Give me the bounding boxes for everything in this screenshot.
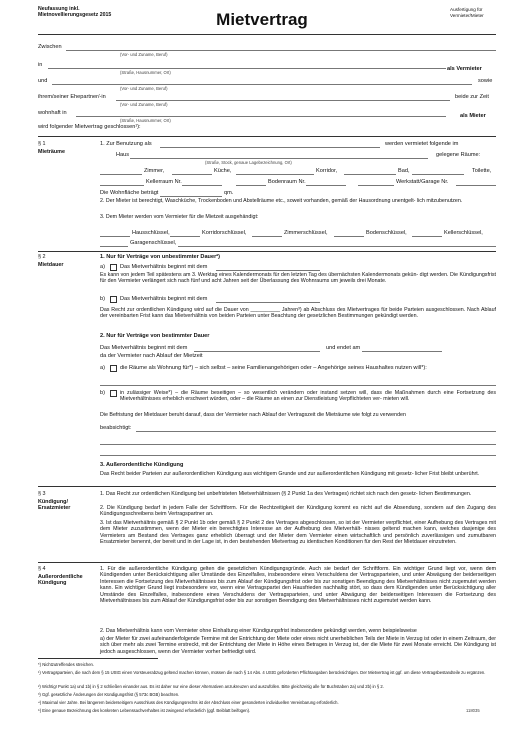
s4-number: § 4 [38,566,46,572]
tenant-address-hint: (Straße, Hausnummer, Ort) [120,118,171,123]
room-count-field-4[interactable] [344,174,396,175]
key-count-field-5[interactable] [412,236,442,237]
header-rule [38,34,496,35]
room-count-field-3[interactable] [236,174,314,175]
option-a-checkbox[interactable] [110,264,117,271]
fixed-option-b-checkbox[interactable] [110,390,117,397]
s3-number: § 3 [38,491,46,497]
landlord-name-hint: (Vor- und Zuname, Beruf) [120,52,168,57]
footnote-5: ⁵) Eine genaue Bezeichnung des konkreten Lebenssachverhaltes ist zwingend erforderlich (ggf. Beiblatt beifügen). [38,708,251,713]
revision-note-line1: Neufassung inkl. [38,6,80,12]
rule-s2 [38,251,496,252]
zwischen-label: Zwischen [38,44,62,50]
fixed-option-a-checkbox[interactable] [110,365,117,372]
key-count-field-1[interactable] [100,236,130,237]
partner-name-hint: (Vor- und Zuname, Beruf) [120,102,168,107]
s3-paragraph-1: 1. Das Recht zur ordentlichen Kündigung bei unbefristeten Mietverhältnissen (§ 2 Punkt 1a des Vertrages) richtet sich nach den gesetz- lichen Bestimmungen. [100,491,472,497]
option-a-label: a) [100,264,105,270]
house-hint: (Straße, Stock, genaue Lagebezeichnung, Ort) [205,160,292,165]
s1-usage-label: 1. Zur Benutzung als [100,141,152,147]
copy-note-line1: Ausfertigung für [450,7,483,12]
s4-title-line1: Außerordentliche [38,574,83,580]
cellar-number-field[interactable] [182,185,222,186]
s1-paragraph-3: 3. Dem Mieter werden vom Vermieter für die Mietzeit ausgehändigt: [100,214,259,220]
landlord-name-field[interactable] [66,50,496,51]
located-rooms-label: gelegene Räume: [436,152,481,158]
footnote-3: ³) Ggf. gesetzliche Änderungen der Kündigungsfrist (§ 573c BGB) beachten. [38,692,180,697]
garage-key-label: Garagenschlüssel, [130,240,177,246]
page-title: Mietvertrag [216,10,308,29]
room-label-5: Toilette, [472,168,492,174]
landlord-address-hint: (Straße, Hausnummer, Ort) [120,70,171,75]
living-area-field[interactable] [160,196,222,197]
fixed-option-a-field[interactable] [100,385,496,386]
key-count-field-3[interactable] [252,236,282,237]
form-number: 118035 [466,708,480,713]
s4-paragraph-2: 2. Das Mietverhältnis kann vom Vermieter ohne Einhaltung einer Kündigungsfrist insbesondere gekündigt werden, wenn beispielsweise [100,628,417,634]
copy-note [450,7,484,18]
intended-use-field-1[interactable] [136,431,496,432]
intended-label: beabsichtigt: [100,425,132,431]
s3-paragraph-3: 3. Ist das Mietverhältnis gemäß § 2 Punkt 1b oder gemäß § 2 Punkt 2 des Vertrages abgeschlossen, so ist der Vermieter verpflichtet, einer Aufhebung des Vertrages mit dem Mieter zuzustimmen, wenn der Mieter ein berechtigtes Interesse an der Aufhebung des Mietverhält- nisses geltend machen kann, welches dasjenige des Vermieters am Bestand des Vertrages ganz erheblich überragt und der Mieter dem Vermieter einen wirtschaftlich und persönlich zuverlässigen und zumutbaren Ersatzmieter benennt, der bereit und in der Lage ist, in den bestehenden Mietvertrag zu identischen Konditionen für den Rest der Mietdauer einzutreten. [100,520,496,546]
s2-number: § 2 [38,254,46,260]
garage-number-field[interactable] [456,185,496,186]
key-label-2: Korridorschlüssel, [202,230,247,236]
living-area-label: Die Wohnfläche beträgt [100,190,159,196]
fixed-start-date-field[interactable] [194,351,320,352]
house-field[interactable] [130,158,428,159]
s2-heading-2: 2. Nur für Verträge von bestimmter Dauer [100,333,210,339]
cellar-count-field[interactable] [100,185,144,186]
s3-paragraph-2: 2. Die Kündigung bedarf in jedem Falle der Schriftform. Für die Rechtzeitigkeit der Kündigung kommt es nicht auf die Absendung, sondern auf den Zugang des Kündigungsschreibens beim Vertragspartner an. [100,505,496,518]
key-count-field-2[interactable] [170,236,200,237]
fixed-end-label: und endet am [326,345,361,351]
s4-paragraph-1: 1. Für die außerordentliche Kündigung gelten die gesetzlichen Kündigungsgründe. Auch sie bedarf der Schriftform. Ein wichtiger Grund liegt vor, wenn dem Kündigenden unter Berücksichtigung aller Umstände des Einzelfalles, insbesondere eines Verschuldens der Vertragsparteien, und unter Abwägung der beiderseitigen Interessen die Fortsetzung des Mietverhältnisses bis zum Ablauf der Kündigungsfrist oder bis zur sonstigen Beendigung des Mietverhältnisses nicht zugemutet werden kann. Ein wichtiger Grund liegt insbesondere vor, wenn eine Vertragspartei den Hausfrieden nachhaltig stört, so dass dem Kündigenden unter Berücksichtigung aller Umstände des Einzelfalles, insbesondere eines Verschuldens der Vertragsparteien, und unter Abwägung der beiderseitigen Interessen die Fortsetzung des Mietverhältnisses bis zum Ablauf der Kündigungsfrist oder bis zur sonstigen Beendigung des Mietverhältnisses nicht zugemutet werden kann. [100,566,496,605]
footnote-4: ⁴) Maximal vier Jahre. Bei längerem beiderseitigem Ausschluss des Kündigungsrechts ist der Abschluss einer gesonderten individuellen Vereinbarung erforderlich. [38,700,339,705]
room-count-field-5[interactable] [412,174,464,175]
both-currently-label: beide zur Zeit [455,94,489,100]
partner-name-field[interactable] [116,100,450,101]
option-b-paragraph: Das Recht zur ordentlichen Kündigung wird auf die Dauer von __________ Jahren³) ab Abschluss des Mietvertrages für beide Parteien ausgeschlossen. Nach Ablauf der vereinbarten Frist kann das Mietverhältnis von beiden Parteien unter Beachtung der gesetzlichen Bestimmungen gekündigt werden. [100,307,496,320]
house-label: Haus [116,152,130,158]
s4-paragraph-2a: a) der Mieter für zwei aufeinanderfolgende Termine mit der Entrichtung der Miete oder eines nicht unerheblichen Teils der Miete in Verzug ist oder in einem Zeitraum, der sich über mehr als zwei Termine erstreckt, mit der Entrichtung der Miete in Höhe eines Betrages in Verzug ist, der die Miete für zwei Monate erreicht. Die Kündigung ist jedoch ausgeschlossen, wenn der Vermieter vorher befriedigt wird. [100,636,496,655]
rule-s1 [38,136,496,137]
key-label-3: Zimmerschlüssel, [284,230,328,236]
rule-s3 [38,486,496,487]
room-label-1: Zimmer, [144,168,165,174]
room-label-3: Korridor, [316,168,338,174]
footnote-0: *) Nichtzutreffendes streichen. [38,662,95,667]
intended-use-field-2[interactable] [100,444,496,445]
attic-number-field[interactable] [306,185,346,186]
as-tenant-label: als Mieter [460,113,486,119]
revision-note-line2: Mietnovellierungsgesetz 2015 [38,12,112,18]
attic-label: Bodenraum Nr. [268,179,306,185]
tenant-name-hint: (Vor- und Zuname, Beruf) [120,86,168,91]
s2-heading-1: 1. Nur für Verträge von unbestimmter Dauer²) [100,254,220,260]
other-keys-field[interactable] [178,246,496,247]
fixed-term-reason-text: Die Befristung der Mietdauer beruht darauf, dass der Vermieter nach Ablauf der Vertragszeit die Mieträume wie folgt zu verwenden [100,412,406,418]
extraordinary-intro: Das Recht beider Parteien zur außerordentlichen Kündigung aus wichtigem Grunde und zur außerordentlichen Kündigung mit gesetz- licher Frist bleibt unberührt. [100,471,480,477]
room-count-field-2[interactable] [172,174,212,175]
in-label: in [38,62,43,68]
attic-count-field[interactable] [236,185,266,186]
key-label-5: Kellerschlüssel, [444,230,483,236]
option-a-text: Das Mietverhältnis beginnt mit dem [120,264,208,270]
s1-paragraph-2: 2. Der Mieter ist berechtigt, Waschküche, Trockenboden und Abstellräume etc., soweit vorhanden, gemäß der Hausordnung unentgelt- lich mitzubenutzen. [100,198,463,204]
room-label-2: Küche, [214,168,232,174]
footnote-1: ¹) Vertragsparteien, die nach dem § 15 UStG einen Vorsteuerabzug geltend machen können, müssen die nach § 14 Abs. 4 UStG geforderten Pflichtangaben berücksichtigen. Der Mietvertrag ist ggf. um diese Vertragsbestandteile zu ergänzen. [38,670,486,675]
s1-rented-label: werden vermietet folgende im [385,141,459,147]
und-label: und [38,78,48,84]
copy-note-line2: Vermieter/Mieter [450,12,484,18]
fixed-option-a-label: a) [100,365,105,371]
s3-title-line1: Kündigung/ [38,499,68,505]
intended-use-field-3[interactable] [100,455,496,456]
footnote-rule [38,658,158,659]
key-count-field-4[interactable] [334,236,364,237]
s4-title-line2: Kündigung [38,580,67,586]
option-b-label: b) [100,296,105,302]
key-label-1: Hausschlüssel, [132,230,170,236]
room-count-field-1[interactable] [100,174,142,175]
option-b-text: Das Mietverhältnis beginnt mit dem [120,296,208,302]
option-a-start-date-field[interactable] [216,270,320,271]
option-b-checkbox[interactable] [110,296,117,303]
s1-number: § 1 [38,141,46,147]
s2-title: Mietdauer [38,262,64,268]
garage-count-field[interactable] [358,185,394,186]
rule-s4 [38,562,496,563]
fixed-end-date-field[interactable] [362,351,442,352]
fixed-option-b-text: in zulässiger Weise*) – die Räume beseitigen – so wesentlich verändern oder instand setzen will, dass die Maßnahmen durch eine Fortsetzung des Mietverhältnisses erheblich erschwert würden, oder – die Räume an einen zur Dienstleistung Verpflichteten ver- mieten will. [120,390,496,403]
resident-label: wohnhaft in [38,110,67,116]
key-label-4: Bodenschlüssel, [366,230,407,236]
room-label-4: Bad, [398,168,410,174]
fixed-option-a-text: die Räume als Wohnung für*) – sich selbst – seine Familienangehörigen oder – Angehörige seines Haushaltes nutzen will*): [120,365,427,371]
option-a-paragraph: Es kann von jedem Teil spätestens am 3. Werktag eines Kalendermonats für den letzten Tag des übernächsten Kalendermonats gekün- digt werden. Die Kündigungsfrist für den Vermieter verlängert sich nach fünf und acht Jahren seit der Überlassung des Wohnraums um jeweils drei Monate. [100,272,496,285]
footnote-2: ²) Wichtig! Punkt 1a) und 1b) in § 2 schließen einander aus. Es ist daher nur eine dieser Alternativen anzukreuzen und auszufüllen. Bitte gleichzeitig alle für Buchstaben 2a) und 2b) in § 2. [38,684,384,689]
as-landlord-label: als Vermieter [447,66,482,72]
fixed-option-b-label: b) [100,390,105,396]
option-b-start-date-field[interactable] [216,302,320,303]
sowie-label: sowie [478,78,493,84]
landlord-after-label: da der Vermieter nach Ablauf der Mietzeit [100,353,203,359]
s1-title: Mieträume [38,149,65,155]
living-area-unit: qm. [224,190,234,196]
cellar-label: Kellerraum Nr. [146,179,182,185]
fixed-start-label: Das Mietverhältnis beginnt mit dem [100,345,188,351]
landlord-address-field[interactable] [48,68,446,69]
s3-title-line2: Ersatzmieter [38,505,71,511]
tenant-address-field[interactable] [76,116,446,117]
garage-key-count-field[interactable] [100,246,128,247]
tenant-name-field[interactable] [52,84,472,85]
contract-intro: wird folgender Mietvertrag geschlossen¹): [38,124,141,130]
s2-heading-3: 3. Außerordentliche Kündigung [100,462,184,468]
garage-label: Werkstatt/Garage Nr. [396,179,449,185]
partner-label: ihrem/seiner Ehepartner/-in [38,94,106,100]
usage-field[interactable] [160,147,380,148]
